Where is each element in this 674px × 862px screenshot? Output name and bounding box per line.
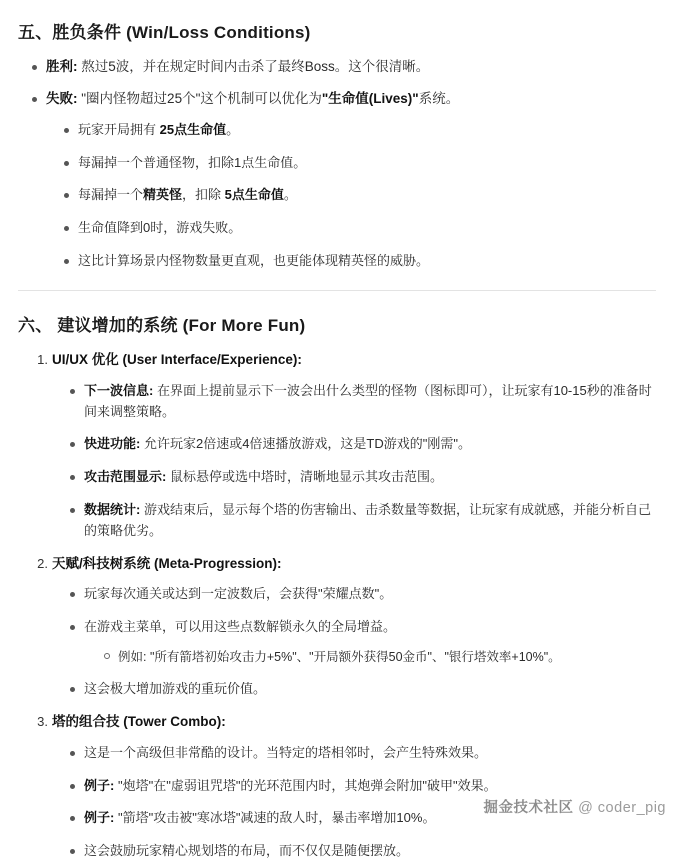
item-lead: 失败: <box>46 90 78 106</box>
item-text: 鼠标悬停或选中塔时，清晰地显示其攻击范围。 <box>169 469 443 485</box>
item-lead: 胜利: <box>46 59 78 74</box>
list-item <box>70 617 656 667</box>
section-divider <box>18 290 656 291</box>
uiux-sublist <box>52 381 656 542</box>
list-item: 例如: "所有箭塔初始攻击力+5%"、"开局额外获得50金币"、"银行塔效率+10%"。 <box>104 647 656 667</box>
meta-progression-sublist <box>52 584 656 699</box>
example-sublist <box>84 647 656 667</box>
list-item <box>70 381 656 423</box>
list-item <box>70 500 656 542</box>
item-text: 熬过5波，并在规定时间内击杀了最终Boss。这个很清晰。 <box>81 59 430 74</box>
list-item <box>32 57 656 78</box>
list-item: 这会极大增加游戏的重玩价值。 <box>70 679 656 700</box>
section-title-win-loss: 五、胜负条件 (Win/Loss Conditions) <box>18 23 311 42</box>
item-lead: 数据统计: <box>84 501 141 517</box>
lives-sublist <box>46 120 656 272</box>
numbered-label: UI/UX 优化 (User Interface/Experience): <box>52 351 302 367</box>
list-item <box>70 776 656 797</box>
list-item <box>30 350 656 542</box>
numbered-label: 天赋/科技树系统 (Meta-Progression): <box>52 555 282 571</box>
numbered-label: 塔的组合技 (Tower Combo): <box>52 713 226 729</box>
list-item: 这会鼓励玩家精心规划塔的布局，而不仅仅是随便摆放。 <box>70 841 656 862</box>
list-item: 这比计算场景内怪物数量更直观，也更能体现精英怪的威胁。 <box>64 251 656 272</box>
list-item: 生命值降到0时，游戏失败。 <box>64 218 656 239</box>
item-lead: 例子: <box>84 777 115 793</box>
item-text: 游戏结束后，显示每个塔的伤害输出、击杀数量等数据，让玩家有成就感，并能分析自己的策略优劣。 <box>84 501 651 538</box>
item-lead: 攻击范围显示: <box>84 469 167 485</box>
list-item: 每漏掉一个精英怪，扣除 5点生命值。 <box>64 185 656 206</box>
item-text: 在界面上提前显示下一波会出什么类型的怪物（图标即可），让玩家有10-15秒的准备时间来调整策略。 <box>84 382 652 419</box>
item-lead: 下一波信息: <box>84 382 154 398</box>
item-lead: 快进功能: <box>84 436 141 452</box>
section-title-more-fun: 六、 建议增加的系统 (For More Fun) <box>18 315 306 335</box>
list-item: 玩家每次通关或达到一定波数后，会获得"荣耀点数"。 <box>70 584 656 605</box>
list-item <box>70 467 656 488</box>
item-text: 允许玩家2倍速或4倍速播放游戏，这是TD游戏的"刚需"。 <box>143 436 471 452</box>
list-item <box>30 712 656 862</box>
list-item: 每漏掉一个普通怪物，扣除1点生命值。 <box>64 153 656 174</box>
lives-system-term: "生命值(Lives)" <box>321 90 419 106</box>
watermark-author: @ coder_pig <box>578 800 666 816</box>
list-item: 这是一个高级但非常酷的设计。当特定的塔相邻时，会产生特殊效果。 <box>70 743 656 764</box>
item-lead: 例子: <box>84 810 115 826</box>
item-text: "圈内怪物超过25个"这个机制可以优化为"生命值(Lives)"系统。 <box>81 90 460 106</box>
item-text: 在游戏主菜单，可以用这些点数解锁永久的全局增益。 <box>84 619 397 635</box>
watermark-logo: 掘金技术社区 <box>483 800 574 816</box>
list-item <box>30 554 656 700</box>
list-item <box>32 89 656 272</box>
item-text: "箭塔"攻击被"寒冰塔"减速的敌人时，暴击率增加10%。 <box>117 810 436 826</box>
win-loss-list <box>18 57 656 272</box>
list-item <box>70 434 656 455</box>
watermark <box>484 796 666 817</box>
item-text: "炮塔"在"虚弱诅咒塔"的光环范围内时，其炮弹会附加"破甲"效果。 <box>117 777 497 793</box>
suggested-systems-list <box>18 350 656 862</box>
list-item: 玩家开局拥有 25点生命值。 <box>64 120 656 141</box>
